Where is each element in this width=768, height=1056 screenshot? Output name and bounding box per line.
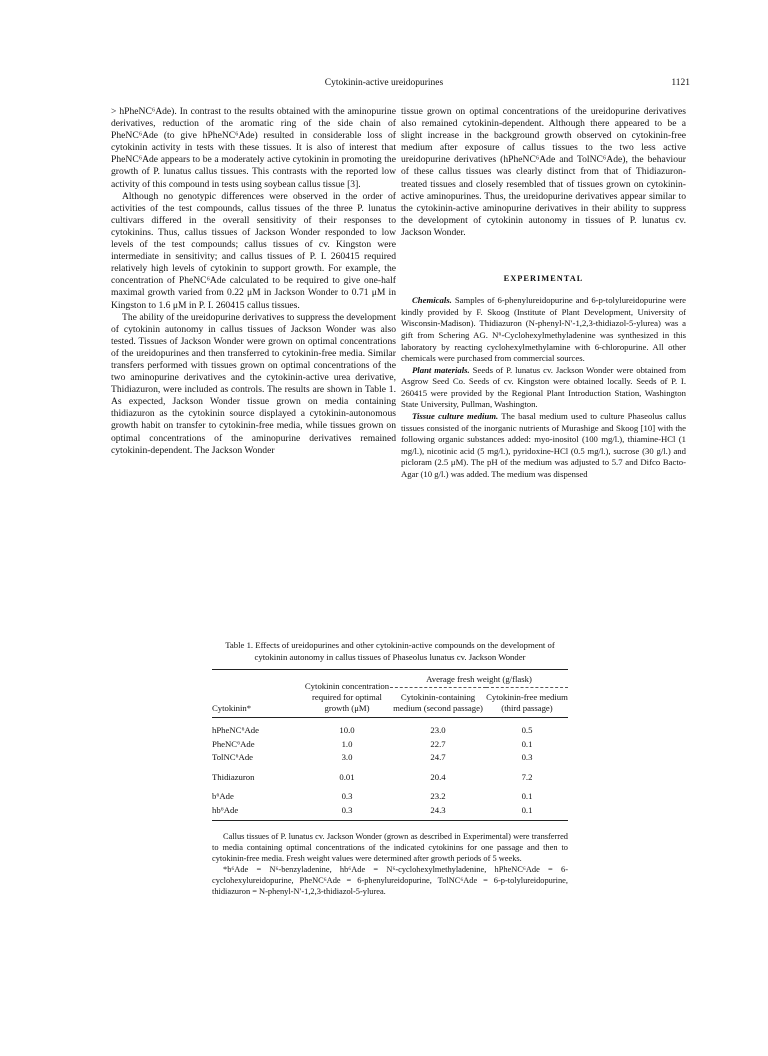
cell-cytokinin: Thidiazuron: [212, 771, 255, 782]
cell-free: 0.1: [521, 804, 533, 815]
paragraph-text: Seeds of P. lunatus cv. Jackson Wonder were obtained from Asgrow Seed Co. Seeds of cv. Kingston were obtained locally. Seeds of P. I. 260415 were provided by the Regional Plant Introduction Station, Washington State University, Pullman, Washington.: [401, 364, 686, 410]
runin-heading: Plant materials.: [412, 364, 470, 375]
header-concentration: Cytokinin concentration required for optimal growth (μM): [304, 670, 390, 718]
header-free-medium: Cytokinin-free medium (third passage): [486, 692, 568, 713]
experimental-paragraph-medium: [401, 411, 686, 481]
runin-heading: Chemicals.: [412, 295, 452, 306]
header-containing-medium: Cytokinin-containing medium (second passage): [393, 692, 483, 713]
experimental-section: [401, 295, 686, 481]
cell-containing: 23.2: [430, 791, 446, 801]
data-table: [212, 669, 568, 821]
page-number: 1121: [671, 78, 690, 88]
cell-free: 0.1: [521, 738, 533, 749]
cell-cytokinin: TolNC⁶Ade: [212, 752, 254, 762]
cell-cytokinin: hPheNC⁶Ade: [212, 725, 259, 735]
cell-containing: 24.3: [430, 804, 446, 815]
table-row: [212, 738, 568, 752]
paragraph-text: The basal medium used to culture Phaseolus callus tissues consisted of the inorganic nutrients of Murashige and Skoog [10] with the following organic substances added: myo-inositol (100 mg/l.), thiamine-HCl (1 mg/l.), nicotinic acid (5 mg/l.), pyridoxine-HCl (0.5 mg/l.), sucrose (30 g/l.) and picloram (2.5 μM). The pH of the medium was adjusted to 5.7 and Difco Bacto-Agar (10 g/l.) was added. The medium was dispensed: [401, 411, 686, 480]
paragraph-text: Samples of 6-phenylureidopurine and 6-p-tolylureidopurine were kindly provided by F. Skoog (Institute of Plant Development, University of Wisconsin-Madison). Thidiazuron (N-phenyl-N′-1,2,3-thidiazol-5-ylurea) was a gift from Schering AG. N⁶-Cyclohexylmethyladenine was synthesized in this laboratory by reacting cyclohexylmethylamine with 6-chloropurine. All other chemicals were purchased from commercial sources.: [401, 295, 686, 364]
cell-free: 7.2: [521, 771, 533, 782]
left-column: [111, 106, 396, 457]
cell-containing: 20.4: [430, 771, 446, 782]
table-row: [212, 718, 568, 738]
table-row: [212, 784, 568, 804]
running-head: [0, 78, 768, 92]
table-row: [212, 751, 568, 765]
body-paragraph-3: The ability of the ureidopurine derivatives to suppress the development of cytokinin autonomy in callus tissues of Jackson Wonder was also tested. Tissues of Jackson Wonder were grown on optimal concentrations of the ureidopurines and then transferred to cytokinin-free media. Similar transfers performed with tissues grown on optimal concentrations of the two aminopurine derivatives and the cytokinin-active urea derivative, Thidiazuron, were included as controls. The results are shown in Table 1. As expected, Jackson Wonder tissue grown on media containing thidiazuron as the cytokinin source displayed a cytokinin-autonomous growth habit on transfer to cytokinin-free media, while tissues grown on optimal concentrations of the aminopurine derivatives remained cytokinin-dependent. The Jackson Wonder: [111, 311, 396, 456]
cell-concentration: 10.0: [339, 725, 355, 735]
cell-free: 0.5: [521, 725, 533, 735]
experimental-paragraph-plant-materials: [401, 365, 686, 411]
body-paragraph-4: tissue grown on optimal concentrations of the ureidopurine derivatives also remained cytokinin-dependent. Although there appeared to be a slight increase in the background growth observed on cytokinin-free medium after exposure of callus tissues to the two less active ureidopurine derivatives (hPheNC⁶Ade and TolNC⁶Ade), the behaviour of these callus tissues was clearly distinct from that of Thidiazuron-treated tissues and closely resembled that of tissues grown on cytokinin-active aminopurines. Thus, the ureidopurine derivatives appear similar to the cytokinin-active aminopurine derivatives in their ability to suppress the development of cytokinin autonomy in tissues of P. lunatus cv. Jackson Wonder.: [401, 106, 686, 238]
cell-containing: 22.7: [430, 738, 446, 749]
right-column: [401, 106, 686, 481]
cell-concentration: 0.3: [341, 791, 353, 801]
cell-concentration: 0.01: [339, 771, 355, 782]
cell-concentration: 1.0: [341, 738, 353, 749]
cell-cytokinin: hb⁶Ade: [212, 804, 239, 815]
cell-concentration: 3.0: [341, 752, 353, 762]
section-title-experimental: EXPERIMENTAL: [503, 274, 584, 284]
body-paragraph-1: > hPheNC⁶Ade). In contrast to the results obtained with the aminopurine derivatives, reduction of the aromatic ring of the side chain of PheNC⁶Ade (to give hPheNC⁶Ade) resulted in considerable loss of cytokinin activity in tests with these tissues. It is also of interest that PheNC⁶Ade appears to be a moderately active cytokinin in promoting the growth of P. lunatus callus tissues. This contrasts with the reported low activity of this compound in tests using soybean callus tissue [3].: [111, 106, 396, 190]
cell-concentration: 0.3: [341, 804, 353, 815]
cell-containing: 23.0: [430, 725, 446, 735]
runin-heading: Tissue culture medium.: [412, 411, 499, 422]
header-cytokinin: Cytokinin*: [212, 670, 304, 718]
body-paragraph-2: Although no genotypic differences were observed in the order of activities of the test compounds, callus tissues of the three P. lunatus cultivars differed in the overall sensitivity of their responses to cytokinins. Thus, callus tissues of Jackson Wonder responded to low levels of the test compounds; callus tissues of cv. Kingston were intermediate in sensitivity; and callus tissues of P. I. 260415 required relatively high levels of cytokinin to support growth. For example, the concentration of PheNC⁶Ade calculated to be required to give one-half maximal growth varied from 0.22 μM in Jackson Wonder to 0.71 μM in Kingston to 1.6 μM in P. I. 260415 callus tissues.: [111, 190, 396, 311]
table-footnote: Callus tissues of P. lunatus cv. Jackson Wonder (grown as described in Experimental) were transferred to media containing optimal concentrations of the indicated cytokinins for one passage and then to cytokinin-free media. Fresh weight values were determined after growth periods of 5 weeks.: [212, 832, 568, 863]
cell-cytokinin: b⁶Ade: [212, 791, 234, 801]
table-caption: Table 1. Effects of ureidopurines and other cytokinin-active compounds on the development of cytokinin autonomy in callus tissues of Phaseolus lunatus cv. Jackson Wonder: [225, 640, 555, 662]
table-1: [212, 640, 568, 897]
table-footnotes: [212, 831, 568, 897]
table-row: [212, 804, 568, 821]
cell-cytokinin: PheNC⁶Ade: [212, 738, 255, 749]
table-row: [212, 765, 568, 785]
header-fresh-weight: Average fresh weight (g/flask): [390, 670, 568, 688]
cell-containing: 24.7: [430, 752, 446, 762]
running-title: Cytokinin-active ureidopurines: [324, 78, 444, 88]
experimental-paragraph-chemicals: [401, 295, 686, 365]
cell-free: 0.3: [521, 752, 533, 762]
table-abbreviations: *b⁶Ade = N⁶-benzyladenine, hb⁶Ade = N⁶-cyclohexylmethyladenine, hPheNC⁶Ade = 6-cyclohexylureidopurine, PheNC⁶Ade = 6-phenylureidopurine, TolNC⁶Ade = 6-p-tolylureidopurine, thidiazuron = N-phenyl-N′-1,2,3-thidiazol-5-ylurea.: [212, 865, 568, 896]
cell-free: 0.1: [521, 791, 533, 801]
